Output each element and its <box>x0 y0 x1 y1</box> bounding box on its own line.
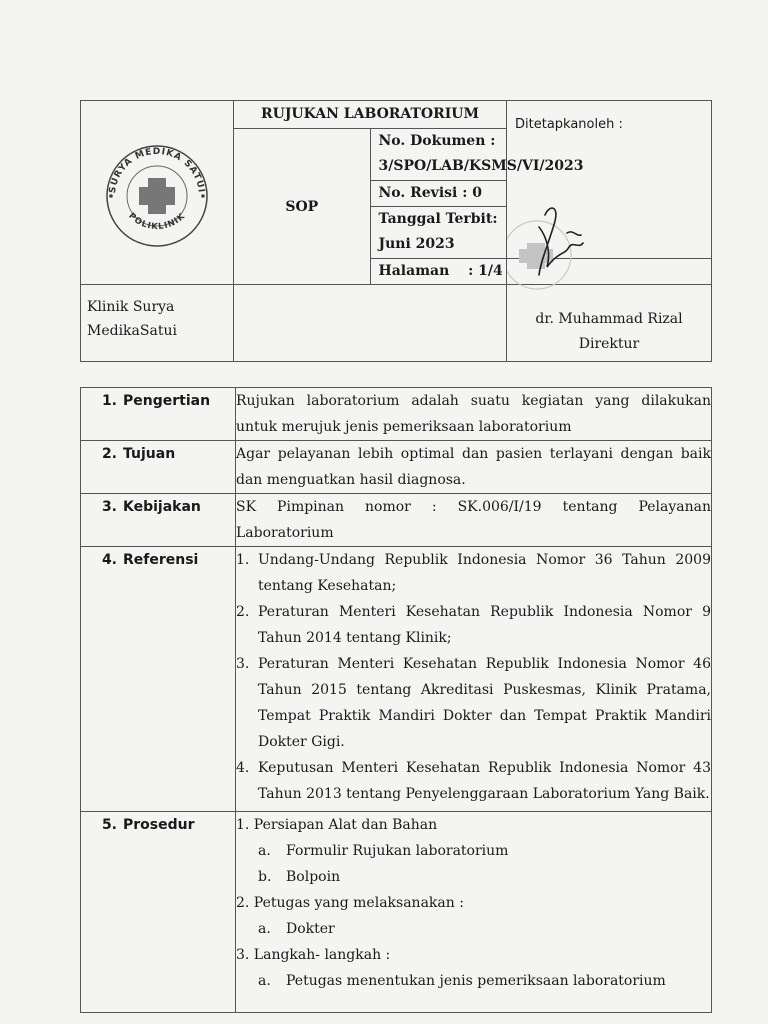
section-row <box>81 441 712 494</box>
page-value: : 1/4 <box>468 263 503 280</box>
section-label <box>81 812 236 1013</box>
section-number: 1. <box>101 393 117 409</box>
approval-cell-cont <box>507 258 712 285</box>
substep-letter: a. <box>258 843 271 859</box>
procedure-substep <box>236 916 711 942</box>
section-title: Pengertian <box>123 393 211 409</box>
empty-cell <box>234 285 507 362</box>
section-prosedur-steps <box>236 812 712 1013</box>
document-number-cell <box>370 128 584 180</box>
section-row <box>81 547 712 812</box>
substep-letter: a. <box>258 921 271 937</box>
revision-cell: No. Revisi : 0 <box>370 180 507 207</box>
sop-header-table <box>80 100 712 362</box>
reference-number: 4. <box>236 760 250 776</box>
clinic-name-line1: Klinik Surya <box>87 299 175 316</box>
substep-text: Dokter <box>286 921 335 937</box>
section-tujuan-text: Agar pelayanan lebih optimal dan pasien terlayani dengan baik dan menguatkan hasil diagnosa. <box>236 441 712 494</box>
reference-text: Undang-Undang Republik Indonesia Nomor 36 Tahun 2009 tentang Kesehatan; <box>258 552 711 594</box>
doc-no-label: No. Dokumen : <box>378 133 496 149</box>
reference-number: 3. <box>236 656 250 672</box>
section-title: Referensi <box>123 552 199 568</box>
section-label <box>81 441 236 494</box>
reference-text: Peraturan Menteri Kesehatan Republik Indonesia Nomor 46 Tahun 2015 tentang Akreditasi Puskesmas, Klinik Pratama, Tempat Praktik Mandiri Dokter dan Tempat Praktik Mandiri Dokter Gigi. <box>258 656 711 750</box>
clinic-logo <box>97 134 217 254</box>
signer-name: dr. Muhammad Rizal <box>535 311 683 328</box>
section-title: Prosedur <box>123 817 195 833</box>
reference-text: Peraturan Menteri Kesehatan Republik Indonesia Nomor 9 Tahun 2014 tentang Klinik; <box>258 604 711 646</box>
substep-text: Bolpoin <box>286 869 341 885</box>
substep-text: Petugas menentukan jenis pemeriksaan laboratorium <box>286 973 666 989</box>
sop-label: SOP <box>234 128 371 285</box>
procedure-step: 2. Petugas yang melaksanakan : <box>236 895 464 911</box>
procedure-substep <box>236 864 711 890</box>
section-label <box>81 547 236 812</box>
reference-item <box>236 599 711 651</box>
reference-item <box>236 755 711 811</box>
issue-date-value: Juni 2023 <box>378 236 455 253</box>
reference-number: 1. <box>236 552 250 568</box>
medical-cross-icon <box>139 178 175 214</box>
sop-content-table <box>80 387 712 1013</box>
section-number: 2. <box>101 446 117 462</box>
procedure-step: 3. Langkah- langkah : <box>236 947 391 963</box>
section-row <box>81 388 712 441</box>
page-cell <box>370 258 507 285</box>
section-row <box>81 812 712 1013</box>
section-kebijakan-text: SK Pimpinan nomor : SK.006/I/19 tentang Pelayanan Laboratorium <box>236 494 712 547</box>
reference-number: 2. <box>236 604 250 620</box>
section-label <box>81 388 236 441</box>
substep-letter: b. <box>258 869 272 885</box>
section-number: 5. <box>101 817 117 833</box>
clinic-name-line2: MedikaSatui <box>87 323 177 340</box>
approved-by-label: Ditetapkanoleh : <box>515 117 623 132</box>
procedure-substep <box>236 838 711 864</box>
logo-text-bottom: POLIKLINIK <box>126 210 188 232</box>
section-row <box>81 494 712 547</box>
section-title: Tujuan <box>123 446 176 462</box>
section-referensi-list <box>236 547 712 812</box>
section-title: Kebijakan <box>123 499 201 515</box>
section-pengertian-text: Rujukan laboratorium adalah suatu kegiatan yang dilakukan untuk merujuk jenis pemeriksaan laboratorium <box>236 388 712 441</box>
section-number: 3. <box>101 499 117 515</box>
page-label: Halaman <box>378 263 450 280</box>
logo-text-top: SURYA MEDIKA SATUI <box>107 146 206 194</box>
issue-date-label: Tanggal Terbit: <box>378 211 498 228</box>
signer-title: Direktur <box>578 336 640 353</box>
reference-text: Keputusan Menteri Kesehatan Republik Indonesia Nomor 43 Tahun 2013 tentang Penyelenggaraan Laboratorium Yang Baik. <box>258 760 711 802</box>
section-label <box>81 494 236 547</box>
section-number: 4. <box>101 552 117 568</box>
issue-date-cell <box>370 207 507 259</box>
approval-cell <box>507 101 712 259</box>
procedure-step: 1. Persiapan Alat dan Bahan <box>236 817 438 833</box>
substep-text: Formulir Rujukan laboratorium <box>286 843 509 859</box>
substep-letter: a. <box>258 973 271 989</box>
clinic-name-cell <box>81 285 234 362</box>
doc-no-value: 3/SPO/LAB/KSMS/VI/2023 <box>378 158 584 174</box>
clinic-logo-cell <box>81 101 234 285</box>
document-title: RUJUKAN LABORATORIUM <box>234 101 507 129</box>
reference-item <box>236 651 711 755</box>
reference-item <box>236 547 711 599</box>
procedure-substep <box>236 968 711 994</box>
